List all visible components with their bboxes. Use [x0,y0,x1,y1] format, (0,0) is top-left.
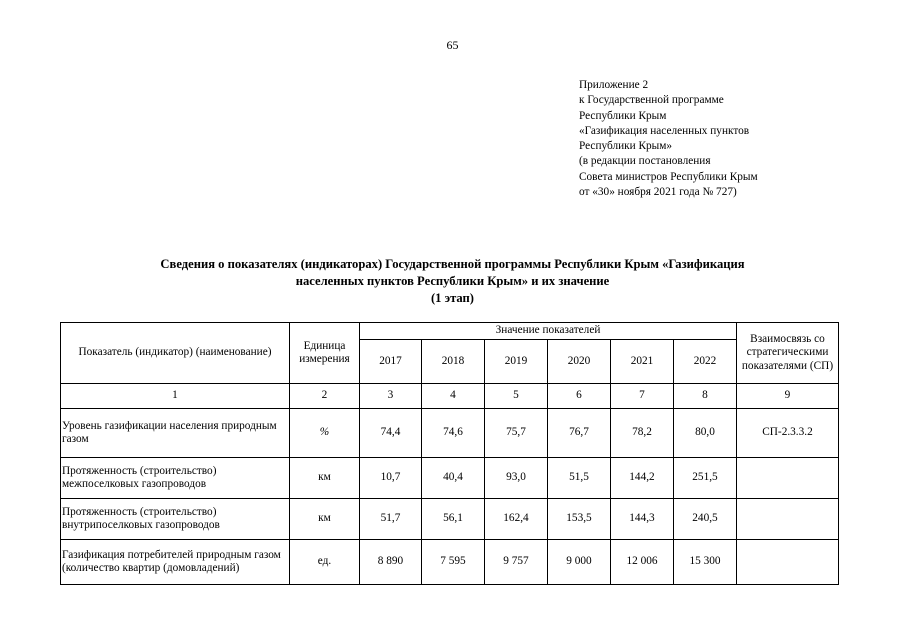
indicator-value: 15 300 [674,540,737,585]
indicator-name: Уровень газификации населения природным газом [61,409,290,458]
indicator-value: 93,0 [485,458,548,499]
document-title [60,256,845,307]
title-line: (1 этап) [430,291,474,305]
indicator-value: 51,5 [548,458,611,499]
column-number: 8 [674,384,737,409]
column-number: 1 [61,384,290,409]
header-indicator: Показатель (индикатор) (наименование) [61,323,290,384]
indicator-unit: км [290,458,360,499]
header-row [61,323,839,340]
indicator-value: 75,7 [485,409,548,458]
indicator-value: 7 595 [422,540,485,585]
indicator-link [737,499,839,540]
appendix-line: Приложение 2 [579,79,649,91]
indicator-value: 40,4 [422,458,485,499]
table-row [61,540,839,585]
indicator-value: 51,7 [360,499,422,540]
indicator-value: 251,5 [674,458,737,499]
indicator-value: 9 000 [548,540,611,585]
indicator-value: 12 006 [611,540,674,585]
indicator-value: 240,5 [674,499,737,540]
header-link: Взаимосвязь со стратегическими показателями (СП) [737,323,839,384]
appendix-line: «Газификация населенных пунктов [579,124,750,137]
indicator-value: 74,6 [422,409,485,458]
column-number: 9 [737,384,839,409]
header-unit: Единица измерения [290,323,360,384]
indicator-value: 144,3 [611,499,674,540]
table-row [61,458,839,499]
column-number: 2 [290,384,360,409]
indicator-value: 78,2 [611,409,674,458]
indicator-unit: км [290,499,360,540]
indicator-value: 162,4 [485,499,548,540]
header-year: 2017 [360,340,422,384]
indicator-value: 153,5 [548,499,611,540]
header-year: 2022 [674,340,737,384]
indicator-name: Протяженность (строительство) межпоселковых газопроводов [61,458,290,499]
indicator-value: 9 757 [485,540,548,585]
header-year: 2020 [548,340,611,384]
appendix-note [579,78,758,200]
indicator-value: 8 890 [360,540,422,585]
column-number: 3 [360,384,422,409]
indicator-name: Протяженность (строительство) внутрипоселковых газопроводов [61,499,290,540]
header-values-group: Значение показателей [360,323,737,340]
header-year: 2021 [611,340,674,384]
indicator-link [737,540,839,585]
column-number: 6 [548,384,611,409]
table-row [61,409,839,458]
column-number: 7 [611,384,674,409]
indicator-name: Газификация потребителей природным газом (количество квартир (домовладений) [61,540,290,585]
indicator-unit: ед. [290,540,360,585]
column-number: 5 [485,384,548,409]
appendix-line: Республики Крым» [579,140,673,153]
indicator-value: 76,7 [548,409,611,458]
indicator-unit: % [290,409,360,458]
appendix-line: от «30» ноября 2021 года № 727) [579,186,737,199]
indicator-value: 10,7 [360,458,422,499]
column-numbers-row [61,384,839,409]
page-number: 65 [446,38,459,52]
header-year: 2019 [485,340,548,384]
appendix-line: Республики Крым [579,109,667,122]
appendix-line: (в редакции постановления [579,155,711,168]
indicator-link: СП-2.3.3.2 [737,409,839,458]
title-line: Сведения о показателях (индикаторах) Государственной программы Республики Крым «Газификация [160,257,745,271]
indicator-value: 80,0 [674,409,737,458]
title-line: населенных пунктов Республики Крым» и их значение [295,274,610,288]
appendix-line: Совета министров Республики Крым [579,170,758,183]
indicators-table [60,322,839,585]
indicator-value: 74,4 [360,409,422,458]
table-row [61,499,839,540]
column-number: 4 [422,384,485,409]
indicator-value: 56,1 [422,499,485,540]
indicator-link [737,458,839,499]
header-year: 2018 [422,340,485,384]
appendix-line: к Государственной программе [579,94,724,107]
indicator-value: 144,2 [611,458,674,499]
